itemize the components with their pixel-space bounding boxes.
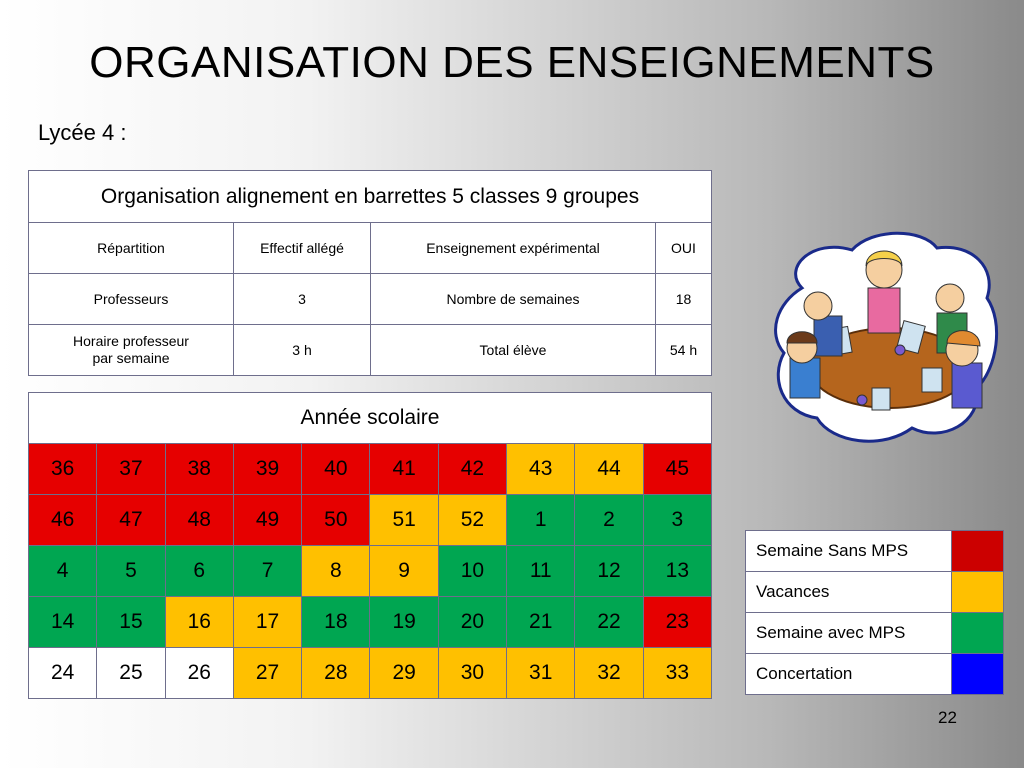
info-cell: Total élève (371, 325, 656, 376)
week-cell: 3 (643, 495, 711, 546)
info-cell: Enseignement expérimental (371, 223, 656, 274)
legend-label: Semaine avec MPS (746, 613, 952, 654)
week-cell: 15 (97, 597, 165, 648)
week-cell: 33 (643, 648, 711, 699)
legend-row (746, 613, 1004, 654)
week-cell: 7 (233, 546, 301, 597)
week-cell: 42 (438, 444, 506, 495)
week-row (29, 648, 712, 699)
legend-swatch (952, 613, 1004, 654)
info-cell: 3 (234, 274, 371, 325)
week-cell: 12 (575, 546, 643, 597)
week-cell: 18 (302, 597, 370, 648)
week-cell: 51 (370, 495, 438, 546)
meeting-people-clipart (772, 228, 1002, 448)
week-cell: 50 (302, 495, 370, 546)
legend-swatch (952, 572, 1004, 613)
week-cell: 2 (575, 495, 643, 546)
week-cell: 39 (233, 444, 301, 495)
week-cell: 25 (97, 648, 165, 699)
legend-label: Concertation (746, 654, 952, 695)
legend-table (745, 530, 1004, 695)
week-cell: 28 (302, 648, 370, 699)
week-cell: 11 (507, 546, 575, 597)
week-cell: 32 (575, 648, 643, 699)
info-cell: 54 h (656, 325, 712, 376)
week-cell: 1 (507, 495, 575, 546)
week-cell: 31 (507, 648, 575, 699)
week-cell: 13 (643, 546, 711, 597)
week-cell: 30 (438, 648, 506, 699)
page-title: ORGANISATION DES ENSEIGNEMENTS (89, 38, 935, 87)
week-row (29, 546, 712, 597)
info-table (28, 170, 712, 376)
week-cell: 17 (233, 597, 301, 648)
week-cell: 37 (97, 444, 165, 495)
week-cell: 52 (438, 495, 506, 546)
page-subtitle: Lycée 4 : (38, 120, 127, 145)
week-cell: 38 (165, 444, 233, 495)
week-row (29, 597, 712, 648)
info-cell: Professeurs (29, 274, 234, 325)
week-cell: 45 (643, 444, 711, 495)
week-cell: 43 (507, 444, 575, 495)
school-year-header: Année scolaire (29, 393, 712, 444)
week-row (29, 444, 712, 495)
week-cell: 40 (302, 444, 370, 495)
info-cell: 18 (656, 274, 712, 325)
info-cell: Répartition (29, 223, 234, 274)
week-cell: 14 (29, 597, 97, 648)
week-cell: 23 (643, 597, 711, 648)
week-cell: 49 (233, 495, 301, 546)
legend-label: Semaine Sans MPS (746, 531, 952, 572)
week-cell: 8 (302, 546, 370, 597)
week-cell: 29 (370, 648, 438, 699)
week-cell: 47 (97, 495, 165, 546)
info-cell: OUI (656, 223, 712, 274)
week-cell: 46 (29, 495, 97, 546)
week-cell: 24 (29, 648, 97, 699)
page-number: 22 (938, 708, 957, 727)
week-cell: 41 (370, 444, 438, 495)
legend-swatch (952, 654, 1004, 695)
info-cell: Nombre de semaines (371, 274, 656, 325)
week-cell: 44 (575, 444, 643, 495)
week-cell: 16 (165, 597, 233, 648)
week-cell: 21 (507, 597, 575, 648)
info-cell: 3 h (234, 325, 371, 376)
week-cell: 22 (575, 597, 643, 648)
legend-row (746, 531, 1004, 572)
week-cell: 20 (438, 597, 506, 648)
week-cell: 26 (165, 648, 233, 699)
legend-row (746, 572, 1004, 613)
week-cell: 6 (165, 546, 233, 597)
week-cell: 36 (29, 444, 97, 495)
info-table-row (29, 223, 712, 274)
info-table-row (29, 274, 712, 325)
legend-swatch (952, 531, 1004, 572)
school-year-table (28, 392, 712, 699)
week-cell: 19 (370, 597, 438, 648)
legend-row (746, 654, 1004, 695)
week-row (29, 495, 712, 546)
week-cell: 27 (233, 648, 301, 699)
week-cell: 10 (438, 546, 506, 597)
week-cell: 5 (97, 546, 165, 597)
info-cell: Horaire professeur par semaine (29, 325, 234, 376)
week-cell: 9 (370, 546, 438, 597)
week-cell: 4 (29, 546, 97, 597)
info-table-row (29, 325, 712, 376)
legend-label: Vacances (746, 572, 952, 613)
week-cell: 48 (165, 495, 233, 546)
info-table-header: Organisation alignement en barrettes 5 classes 9 groupes (29, 171, 712, 223)
info-cell: Effectif allégé (234, 223, 371, 274)
